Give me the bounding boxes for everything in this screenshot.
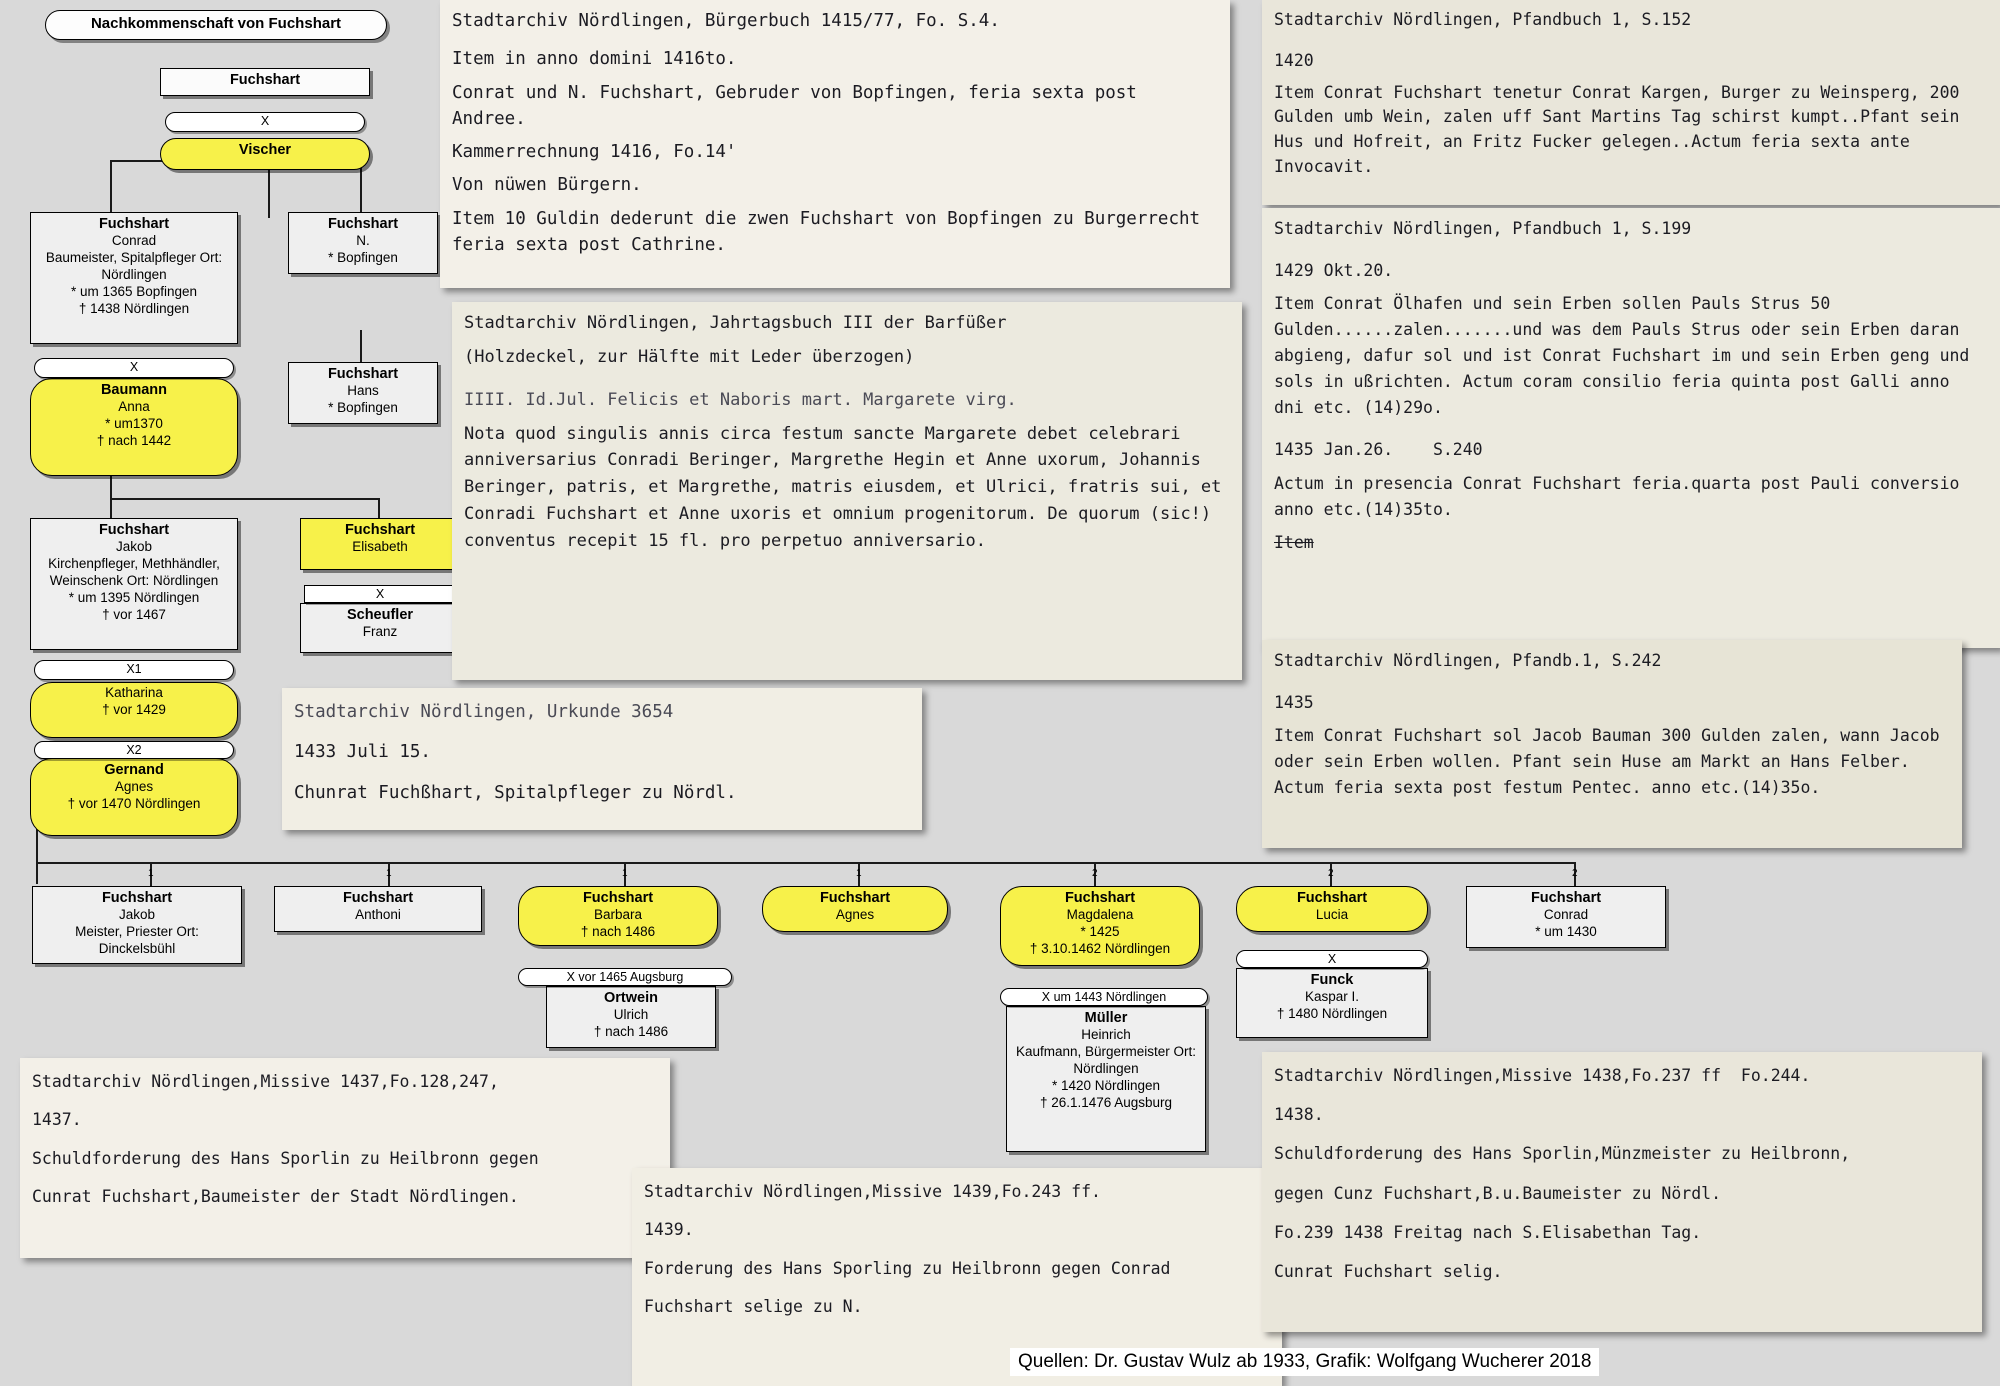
person-death: † nach 1486 (580, 924, 656, 939)
marriage-bar-lucia: X (1236, 950, 1428, 968)
doc-line: Kammerrechnung 1416, Fo.14' (452, 142, 737, 162)
connector-line (110, 160, 112, 215)
person-occupation: Kirchenpfleger, Methhändler, Weinschenk Ort: Nördlingen (48, 556, 220, 588)
credit-text: Quellen: Dr. Gustav Wulz ab 1933, Grafik: Wolfgang Wucherer 2018 (1010, 1348, 1599, 1376)
doc-line: Actum in presencia Conrat Fuchshart feria.quarta post Pauli conversio anno etc.(14)35to. (1274, 473, 1970, 519)
person-surname: Fuchshart (1530, 890, 1602, 906)
doc-pfandbuch-199 (1262, 208, 2000, 648)
person-given: Barbara (593, 907, 643, 923)
person-given: Jakob (115, 539, 153, 555)
person-surname: Fuchshart (342, 890, 414, 906)
person-given: Lucia (1315, 907, 1349, 923)
person-death: † 26.1.1476 Augsburg (1039, 1094, 1173, 1110)
person-box-heinrich-mueller (1006, 1006, 1206, 1152)
person-birth: * 1420 Nördlingen (1051, 1077, 1161, 1093)
doc-line: 1438. (1274, 1105, 1324, 1125)
person-surname: Gernand (104, 762, 164, 778)
person-surname: Vischer (238, 142, 292, 158)
person-box-anna-baumann (30, 378, 238, 476)
page-title: Nachkommenschaft von Fuchshart (45, 10, 387, 40)
doc-line: 1437. (32, 1110, 82, 1130)
person-box-katharina (30, 682, 238, 738)
doc-line: Fuchshart selige zu N. (644, 1297, 863, 1317)
person-box-magdalena (1000, 886, 1200, 966)
child-index: 1 (856, 868, 862, 879)
person-given: Kaspar I. (1304, 989, 1360, 1005)
person-birth: * um1370 (105, 416, 163, 431)
person-birth: * 1425 (1080, 924, 1120, 939)
person-box-conrad-child (1466, 886, 1666, 948)
person-surname: Fuchshart (98, 522, 170, 538)
marriage-bar-barbara: X vor 1465 Augsburg (518, 968, 732, 986)
person-given: Jakob (118, 907, 156, 923)
doc-line: Item Conrat Fuchshart sol Jacob Bauman 300 Gulden zalen, wann Jacob oder sein Erben wollen. Pfant sein Huse am Markt an Hans Felber. Actum feria sexta post festum Pentec. anno etc.(14)35o. (1274, 726, 1950, 798)
person-given: Conrad (111, 233, 157, 249)
doc-missive-1438 (1262, 1052, 1982, 1332)
doc-line: Stadtarchiv Nördlingen, Urkunde 3654 (294, 702, 674, 722)
doc-line: Schuldforderung des Hans Sporlin zu Heilbronn gegen (32, 1148, 539, 1168)
person-surname: Funck (1310, 972, 1354, 988)
doc-buergerbuch (440, 0, 1230, 288)
doc-line: Cunrat Fuchshart,Baumeister der Stadt Nördlingen. (32, 1187, 519, 1207)
person-given: Magdalena (1066, 907, 1134, 923)
person-given: Heinrich (1081, 1027, 1131, 1043)
person-surname: Fuchshart (98, 216, 170, 232)
doc-line: Item Conrat Fuchshart tenetur Conrat Kargen, Burger zu Weinsperg, 200 Gulden umb Wein, zalen uff Sant Martins Tag schirst kumpt..Pfant sein Hus und Hofreit, an Fritz Fucker gelegen..Actum feria sexta ante Invocavit. (1274, 82, 1970, 176)
doc-line: Cunrat Fuchshart selig. (1274, 1261, 1503, 1281)
doc-urkunde-3654 (282, 688, 922, 830)
person-given: N. (356, 233, 370, 249)
doc-line: 1435 Jan.26. S.240 (1274, 440, 1483, 460)
person-death: † 1438 Nördlingen (78, 300, 190, 316)
person-birth: * um 1395 Nördlingen (68, 589, 200, 605)
doc-line: IIII. Id.Jul. Felicis et Naboris mart. Margarete virg. (464, 389, 1017, 410)
person-box-anthoni (274, 886, 482, 932)
marriage-bar-elisabeth: X (304, 585, 456, 603)
person-death: † 3.10.1462 Nördlingen (1029, 940, 1171, 956)
doc-line: Item 10 Guldin dederunt die zwen Fuchshart von Bopfingen zu Burgerrecht feria sexta post Cathrine. (452, 208, 1211, 255)
person-occupation: Meister, Priester Ort: Dinckelsbühl (75, 924, 199, 956)
marriage-bar-conrad: X (34, 358, 234, 378)
person-death: † vor 1467 (102, 606, 166, 622)
person-surname: Scheufler (346, 607, 414, 623)
person-box-conrad (30, 212, 238, 344)
doc-line: Fo.239 1438 Freitag nach S.Elisabethan Tag. (1274, 1222, 1702, 1242)
person-given: Katharina (105, 685, 163, 700)
doc-line: Stadtarchiv Nördlingen,Missive 1437,Fo.128,247, (32, 1072, 499, 1091)
doc-line: 1420 (1274, 50, 1314, 70)
person-death: † vor 1470 Nördlingen (67, 796, 201, 811)
person-surname: Fuchshart (582, 890, 654, 906)
person-box-jakob (30, 518, 238, 650)
doc-pfandb-242 (1262, 640, 1962, 848)
person-given: Ulrich (613, 1007, 649, 1023)
person-occupation: Baumeister, Spitalpfleger Ort: Nördlingen (45, 250, 223, 282)
person-given: Anna (118, 399, 150, 415)
person-surname: Müller (1084, 1010, 1128, 1026)
doc-pfandbuch-152 (1262, 0, 2000, 205)
doc-line: Stadtarchiv Nördlingen, Pfandb.1, S.242 (1274, 651, 1662, 670)
person-box-root (160, 68, 370, 96)
person-given: Franz (362, 624, 398, 640)
child-index: 1 (148, 868, 154, 879)
doc-line: Forderung des Hans Sporling zu Heilbronn gegen Conrad (644, 1258, 1171, 1278)
person-birth: * Bopfingen (328, 400, 398, 415)
doc-line: Item in anno domini 1416to. (452, 49, 737, 70)
person-box-hans-fuchshart (288, 362, 438, 424)
child-index: 2 (1328, 868, 1334, 879)
child-index: 1 (622, 868, 628, 879)
marriage-bar-jakob-2: X2 (34, 741, 234, 759)
person-box-agnes-gernand (30, 758, 238, 836)
person-box-elisabeth (300, 518, 460, 570)
connector-line (36, 862, 38, 884)
person-death: † 1480 Nördlingen (1276, 1006, 1388, 1021)
person-surname: Ortwein (604, 990, 658, 1006)
person-given: Conrad (1543, 907, 1589, 923)
child-index: 2 (1092, 868, 1098, 879)
person-surname: Fuchshart (229, 72, 301, 88)
person-surname: Fuchshart (327, 366, 399, 382)
doc-line: Stadtarchiv Nördlingen, Bürgerbuch 1415/77, Fo. S.4. (452, 11, 1000, 31)
doc-line: Nota quod singulis annis circa festum sancte Margarete debet celebrari anniversarius Conradi Beringer, Margrethe Hegin et Anne uxorum, Johannis Beringer, patris, et Margrethe, matris eiusdem, et Ulrici, fratris sui, et Conradi Fuchshart et Anne uxoris et omnium progenitorum. De quorum (sic!) conventus recepit 15 fl. pro perpetuo anniversario. (464, 423, 1232, 552)
connector-line (110, 498, 380, 500)
person-box-franz-scheufler (300, 603, 460, 653)
person-death: † nach 1486 (593, 1024, 669, 1039)
person-occupation: Kaufmann, Bürgermeister Ort: Nördlingen (1015, 1044, 1197, 1076)
marriage-bar-jakob-1: X1 (34, 660, 234, 680)
person-box-ulrich-ortwein (546, 986, 716, 1048)
person-surname: Fuchshart (1064, 890, 1136, 906)
person-surname: Fuchshart (1296, 890, 1368, 906)
doc-line: Item (1274, 532, 1314, 552)
doc-line: gegen Cunz Fuchshart,B.u.Baumeister zu Nördl. (1274, 1183, 1722, 1203)
person-surname: Fuchshart (101, 890, 173, 906)
doc-jahrtagsbuch (452, 302, 1242, 680)
person-given: Agnes (835, 907, 875, 923)
person-given: Anthoni (355, 907, 401, 923)
person-box-agnes-child (762, 886, 948, 932)
doc-line: Stadtarchiv Nördlingen,Missive 1439,Fo.243 ff. (644, 1182, 1101, 1201)
child-index: 2 (1572, 868, 1578, 879)
doc-missive-1437 (20, 1058, 670, 1258)
child-index: 1 (386, 868, 392, 879)
person-given: Hans (347, 383, 379, 399)
person-box-lucia (1236, 886, 1428, 932)
person-given: Agnes (114, 779, 154, 795)
person-box-jakob-priester (32, 886, 242, 964)
doc-line: Stadtarchiv Nördlingen, Pfandbuch 1, S.152 (1274, 10, 1692, 29)
connector-line (36, 862, 1576, 864)
person-surname: Fuchshart (819, 890, 891, 906)
doc-line: Conrat und N. Fuchshart, Gebruder von Bopfingen, feria sexta post Andree. (452, 82, 1148, 129)
person-box-barbara (518, 886, 718, 946)
doc-line: Chunrat Fuchßhart, Spitalpfleger zu Nördl. (294, 782, 737, 803)
doc-line: 1439. (644, 1220, 694, 1240)
doc-line: Von nüwen Bürgern. (452, 175, 642, 196)
person-surname: Fuchshart (344, 522, 416, 538)
doc-line: Stadtarchiv Nördlingen,Missive 1438,Fo.237 ff Fo.244. (1274, 1066, 1811, 1085)
person-surname: Fuchshart (327, 216, 399, 232)
person-surname: Baumann (100, 382, 168, 398)
person-birth: * um 1365 Bopfingen (70, 283, 198, 299)
person-box-root-spouse (160, 138, 370, 170)
doc-line: 1435 (1274, 693, 1314, 713)
doc-line: Item Conrat Ölhafen und sein Erben sollen Pauls Strus 50 Gulden......zalen.......und was dem Pauls Strus oder sein Erben daran abgieng, dafur sol und ist Conrat Fuchshart im und sein Erben geng und sols in ußrichten. Actum coram consilio feria quinta post Galli anno dni etc. (14)29o. (1274, 294, 1980, 418)
marriage-bar-magdalena: X um 1443 Nördlingen (1000, 988, 1208, 1006)
person-death: † nach 1442 (96, 432, 172, 448)
doc-line: Schuldforderung des Hans Sporlin,Münzmeister zu Heilbronn, (1274, 1144, 1851, 1164)
person-given: Elisabeth (352, 539, 408, 555)
person-box-kaspar-funck (1236, 968, 1428, 1038)
doc-line: (Holzdeckel, zur Hälfte mit Leder überzogen) (464, 346, 915, 367)
doc-line: 1433 Juli 15. (294, 742, 431, 763)
person-birth: * Bopfingen (328, 250, 398, 265)
marriage-bar-root: X (165, 112, 365, 132)
doc-line: 1429 Okt.20. (1274, 261, 1394, 281)
doc-line: Stadtarchiv Nördlingen, Pfandbuch 1, S.199 (1274, 219, 1692, 238)
doc-line: Stadtarchiv Nördlingen, Jahrtagsbuch III der Barfüßer (464, 313, 1007, 333)
person-death: † vor 1429 (102, 701, 166, 717)
person-box-n-fuchshart (288, 212, 438, 274)
person-birth: * um 1430 (1535, 924, 1597, 939)
